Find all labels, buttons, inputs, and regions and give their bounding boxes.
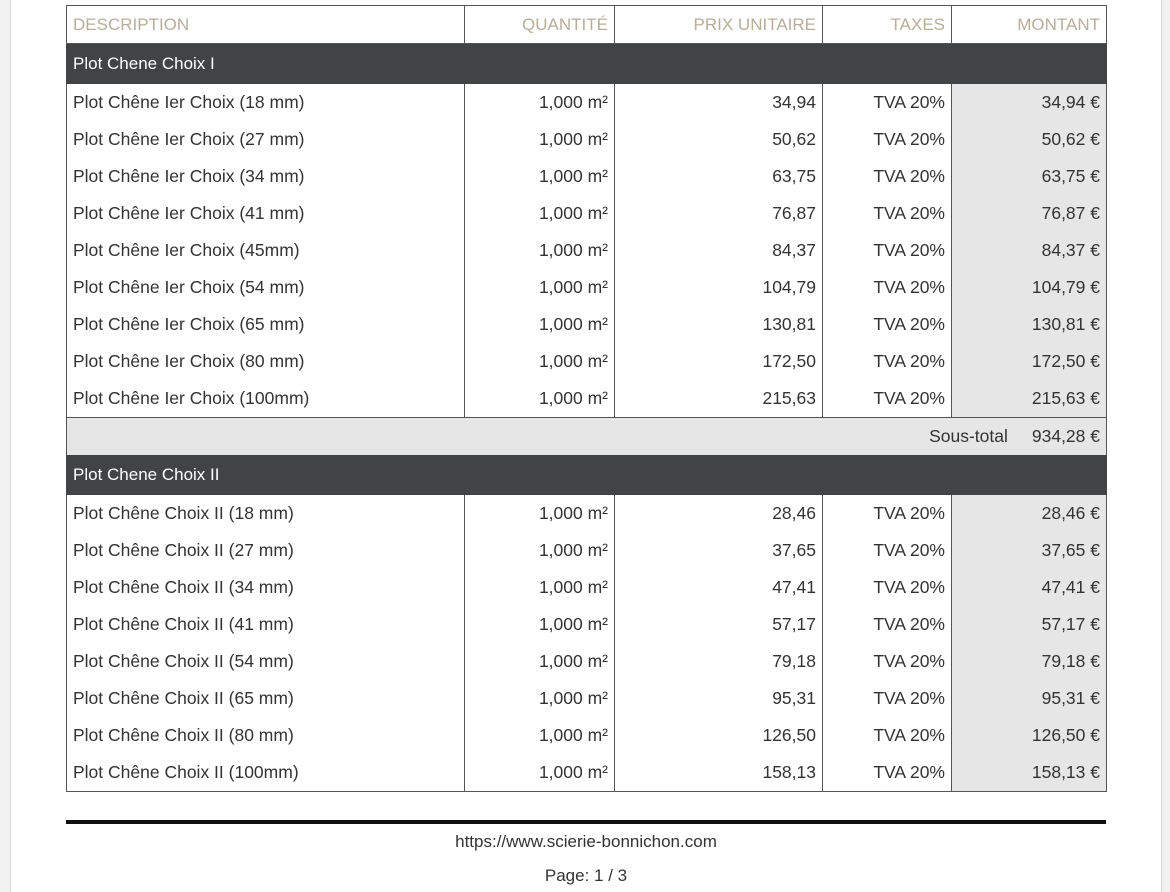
description-cell: Plot Chêne Ier Choix (80 mm) <box>67 343 465 380</box>
description-cell: Plot Chêne Choix II (34 mm) <box>67 569 465 606</box>
tax-cell: TVA 20% <box>823 680 952 717</box>
unit-price-cell: 57,17 <box>615 606 823 643</box>
table-row <box>67 306 1107 343</box>
tax-cell: TVA 20% <box>823 306 952 343</box>
amount-cell: 130,81 € <box>952 306 1107 343</box>
quantity-cell: 1,000 m² <box>465 606 615 643</box>
amount-cell: 63,75 € <box>952 158 1107 195</box>
description-cell: Plot Chêne Choix II (80 mm) <box>67 717 465 754</box>
table-row <box>67 380 1107 418</box>
quantity-cell: 1,000 m² <box>465 121 615 158</box>
quantity-cell: 1,000 m² <box>465 158 615 195</box>
table-body <box>67 44 1107 792</box>
quantity-cell: 1,000 m² <box>465 306 615 343</box>
section-title: Plot Chene Choix II <box>67 455 1107 495</box>
tax-cell: TVA 20% <box>823 532 952 569</box>
footer-page-number: Page: 1 / 3 <box>544 866 628 885</box>
quantity-cell: 1,000 m² <box>465 532 615 569</box>
description-cell: Plot Chêne Choix II (18 mm) <box>67 495 465 532</box>
description-cell: Plot Chêne Ier Choix (45mm) <box>67 232 465 269</box>
tax-cell: TVA 20% <box>823 158 952 195</box>
column-header-description: DESCRIPTION <box>67 6 465 44</box>
unit-price-cell: 215,63 <box>615 380 823 418</box>
quantity-cell: 1,000 m² <box>465 84 615 121</box>
amount-cell: 158,13 € <box>952 754 1107 792</box>
table-row <box>67 84 1107 121</box>
table-row <box>67 495 1107 532</box>
footer-website-link[interactable]: https://www.scierie-bonnichon.com <box>455 832 717 851</box>
tax-cell: TVA 20% <box>823 717 952 754</box>
description-cell: Plot Chêne Choix II (54 mm) <box>67 643 465 680</box>
tax-cell: TVA 20% <box>823 643 952 680</box>
quantity-cell: 1,000 m² <box>465 643 615 680</box>
table-row <box>67 232 1107 269</box>
unit-price-cell: 172,50 <box>615 343 823 380</box>
tax-cell: TVA 20% <box>823 343 952 380</box>
table-row <box>67 569 1107 606</box>
column-header-unit-price: PRIX UNITAIRE <box>615 6 823 44</box>
amount-cell: 37,65 € <box>952 532 1107 569</box>
section-header-row <box>67 455 1107 495</box>
quote-table <box>66 5 1107 792</box>
unit-price-cell: 50,62 <box>615 121 823 158</box>
amount-cell: 79,18 € <box>952 643 1107 680</box>
description-cell: Plot Chêne Ier Choix (54 mm) <box>67 269 465 306</box>
table-header-row <box>67 6 1107 44</box>
tax-cell: TVA 20% <box>823 569 952 606</box>
subtotal-cell <box>67 418 1107 456</box>
description-cell: Plot Chêne Choix II (27 mm) <box>67 532 465 569</box>
table-row <box>67 269 1107 306</box>
description-cell: Plot Chêne Ier Choix (100mm) <box>67 380 465 418</box>
table-row <box>67 532 1107 569</box>
quantity-cell: 1,000 m² <box>465 569 615 606</box>
description-cell: Plot Chêne Ier Choix (34 mm) <box>67 158 465 195</box>
amount-cell: 28,46 € <box>952 495 1107 532</box>
quantity-cell: 1,000 m² <box>465 754 615 792</box>
unit-price-cell: 47,41 <box>615 569 823 606</box>
table-row <box>67 121 1107 158</box>
unit-price-cell: 28,46 <box>615 495 823 532</box>
description-cell: Plot Chêne Choix II (100mm) <box>67 754 465 792</box>
tax-cell: TVA 20% <box>823 754 952 792</box>
tax-cell: TVA 20% <box>823 380 952 418</box>
unit-price-cell: 34,94 <box>615 84 823 121</box>
quantity-cell: 1,000 m² <box>465 680 615 717</box>
unit-price-cell: 63,75 <box>615 158 823 195</box>
unit-price-cell: 37,65 <box>615 532 823 569</box>
tax-cell: TVA 20% <box>823 495 952 532</box>
table-row <box>67 717 1107 754</box>
amount-cell: 126,50 € <box>952 717 1107 754</box>
description-cell: Plot Chêne Ier Choix (65 mm) <box>67 306 465 343</box>
table-row <box>67 606 1107 643</box>
unit-price-cell: 158,13 <box>615 754 823 792</box>
unit-price-cell: 95,31 <box>615 680 823 717</box>
table-row <box>67 343 1107 380</box>
quantity-cell: 1,000 m² <box>465 343 615 380</box>
unit-price-cell: 84,37 <box>615 232 823 269</box>
quantity-cell: 1,000 m² <box>465 495 615 532</box>
section-header-row <box>67 44 1107 85</box>
tax-cell: TVA 20% <box>823 84 952 121</box>
document-page <box>10 0 1162 892</box>
quantity-cell: 1,000 m² <box>465 232 615 269</box>
quantity-cell: 1,000 m² <box>465 380 615 418</box>
subtotal-value: 934,28 € <box>1031 426 1100 446</box>
quantity-cell: 1,000 m² <box>465 269 615 306</box>
unit-price-cell: 126,50 <box>615 717 823 754</box>
column-header-amount: MONTANT <box>952 6 1107 44</box>
table-row <box>67 158 1107 195</box>
amount-cell: 34,94 € <box>952 84 1107 121</box>
tax-cell: TVA 20% <box>823 269 952 306</box>
footer-divider <box>66 820 1106 824</box>
table-row <box>67 754 1107 792</box>
amount-cell: 104,79 € <box>952 269 1107 306</box>
amount-cell: 84,37 € <box>952 232 1107 269</box>
subtotal-row <box>67 418 1107 456</box>
amount-cell: 172,50 € <box>952 343 1107 380</box>
tax-cell: TVA 20% <box>823 195 952 232</box>
unit-price-cell: 79,18 <box>615 643 823 680</box>
table-row <box>67 680 1107 717</box>
tax-cell: TVA 20% <box>823 232 952 269</box>
description-cell: Plot Chêne Choix II (41 mm) <box>67 606 465 643</box>
quantity-cell: 1,000 m² <box>465 195 615 232</box>
description-cell: Plot Chêne Ier Choix (41 mm) <box>67 195 465 232</box>
amount-cell: 47,41 € <box>952 569 1107 606</box>
subtotal-label: Sous-total <box>929 426 1008 446</box>
table-row <box>67 195 1107 232</box>
section-title: Plot Chene Choix I <box>67 44 1107 85</box>
tax-cell: TVA 20% <box>823 606 952 643</box>
description-cell: Plot Chêne Choix II (65 mm) <box>67 680 465 717</box>
description-cell: Plot Chêne Ier Choix (27 mm) <box>67 121 465 158</box>
amount-cell: 50,62 € <box>952 121 1107 158</box>
unit-price-cell: 76,87 <box>615 195 823 232</box>
tax-cell: TVA 20% <box>823 121 952 158</box>
amount-cell: 95,31 € <box>952 680 1107 717</box>
description-cell: Plot Chêne Ier Choix (18 mm) <box>67 84 465 121</box>
amount-cell: 57,17 € <box>952 606 1107 643</box>
column-header-taxes: TAXES <box>823 6 952 44</box>
quantity-cell: 1,000 m² <box>465 717 615 754</box>
table-row <box>67 643 1107 680</box>
unit-price-cell: 104,79 <box>615 269 823 306</box>
amount-cell: 76,87 € <box>952 195 1107 232</box>
unit-price-cell: 130,81 <box>615 306 823 343</box>
amount-cell: 215,63 € <box>952 380 1107 418</box>
column-header-quantity: QUANTITÉ <box>465 6 615 44</box>
